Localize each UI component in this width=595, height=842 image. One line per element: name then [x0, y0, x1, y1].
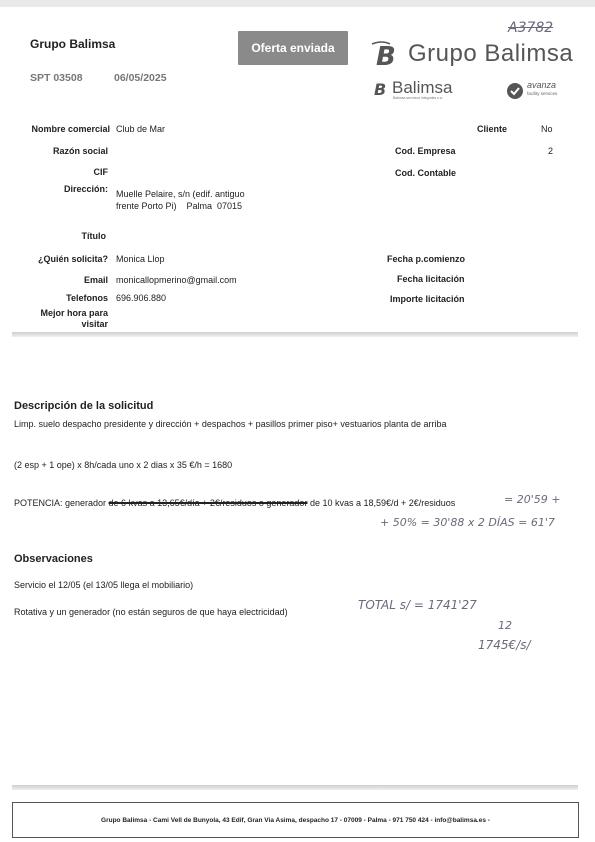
label-mejor-hora-line1: Mejor hora para [40, 308, 108, 318]
logo-balimsa-subtext: Balimsa servicios integrales s.a. [393, 96, 443, 100]
value-direccion-line1: Muelle Pelaire, s/n (edif. antiguo [116, 189, 245, 199]
label-cliente: Cliente [477, 124, 508, 134]
handwritten-divisor: 12 [498, 619, 512, 632]
balimsa-logo-icon [368, 38, 406, 68]
label-telefonos: Telefonos [66, 293, 108, 303]
value-direccion-line2: frente Porto Pi) Palma 07015 [116, 201, 243, 211]
footer-text: Grupo Balimsa - Cami Vell de Bunyola, 43 Edif, Gran Via Asima, despacho 17 - 07009 - Palma - 971 750 424 - info@balimsa.es - [101, 816, 490, 824]
handwritten-result: 1745€/s/ [478, 638, 531, 652]
observaciones-line2: Rotativa y un generador (no están seguros de que haya electricidad) [14, 607, 288, 617]
label-mejor-hora-line2: visitar [81, 319, 108, 329]
svg-text:B: B [376, 42, 396, 68]
label-direccion: Dirección: [63, 184, 108, 194]
handwritten-potencia-1: = 20'59 + [504, 493, 561, 506]
separator-footer [12, 785, 578, 790]
logo-avanza-text: avanza [527, 80, 557, 90]
company-name: Grupo Balimsa [30, 37, 116, 51]
potencia-line [14, 498, 455, 508]
value-email: monicallopmerino@gmail.com [116, 275, 237, 285]
avanza-logo-icon [506, 82, 524, 100]
potencia-struck: de 6 kvas a 13,65€/día + 2€/residuos o generador [108, 498, 308, 508]
value-telefonos: 696.906.880 [116, 293, 167, 303]
observaciones-line1: Servicio el 12/05 (el 13/05 llega el mobiliario) [14, 580, 194, 590]
top-strip [0, 0, 595, 7]
descripcion-line1: Limp. suelo despacho presidente y dirección + despachos + pasillos primer piso+ vestuarios planta de arriba [14, 419, 447, 429]
separator [12, 332, 578, 337]
status-badge: Oferta enviada [238, 31, 348, 65]
label-cif: CIF [93, 167, 108, 177]
potencia-prefix: POTENCIA: generador [14, 498, 109, 508]
svg-text:B: B [374, 80, 387, 98]
handwritten-code: A3782 [508, 20, 554, 36]
footer [12, 802, 579, 838]
label-titulo: Título [81, 231, 106, 241]
label-email: Email [83, 275, 108, 285]
logo-avanza-subtext: facility services [527, 91, 558, 96]
label-razon-social: Razón social [52, 146, 108, 156]
label-importe-licitacion: Importe licitación [390, 294, 465, 304]
label-nombre-comercial: Nombre comercial [31, 124, 110, 134]
descripcion-line2: (2 esp + 1 ope) x 8h/cada uno x 2 dias x 35 €/h = 1680 [14, 460, 233, 470]
descripcion-title: Descripción de la solicitud [14, 400, 154, 412]
value-quien-solicita: Monica Llop [116, 254, 165, 264]
label-fecha-comienzo: Fecha p.comienzo [387, 254, 466, 264]
value-cod-empresa: 2 [548, 146, 554, 156]
handwritten-potencia-2: + 50% = 30'88 x 2 DÍAS = 61'7 [380, 516, 555, 529]
value-nombre-comercial: Club de Mar [116, 124, 166, 134]
document-ref: SPT 03508 [30, 72, 83, 84]
handwritten-total: TOTAL s/ = 1741'27 [358, 598, 477, 612]
logo-balimsa-text: Balimsa [392, 78, 453, 97]
label-quien-solicita: ¿Quién solicita? [37, 254, 108, 264]
document-date: 06/05/2025 [114, 72, 167, 84]
label-cod-contable: Cod. Contable [395, 168, 456, 178]
potencia-suffix: de 10 kvas a 18,59€/d + 2€/residuos [307, 498, 456, 508]
value-cliente: No [541, 124, 553, 134]
label-cod-empresa: Cod. Empresa [395, 146, 456, 156]
observaciones-title: Observaciones [14, 553, 93, 565]
balimsa-small-logo-icon [372, 78, 394, 98]
logo-text: Grupo Balimsa [408, 40, 574, 67]
label-fecha-licitacion: Fecha licitación [397, 274, 465, 284]
